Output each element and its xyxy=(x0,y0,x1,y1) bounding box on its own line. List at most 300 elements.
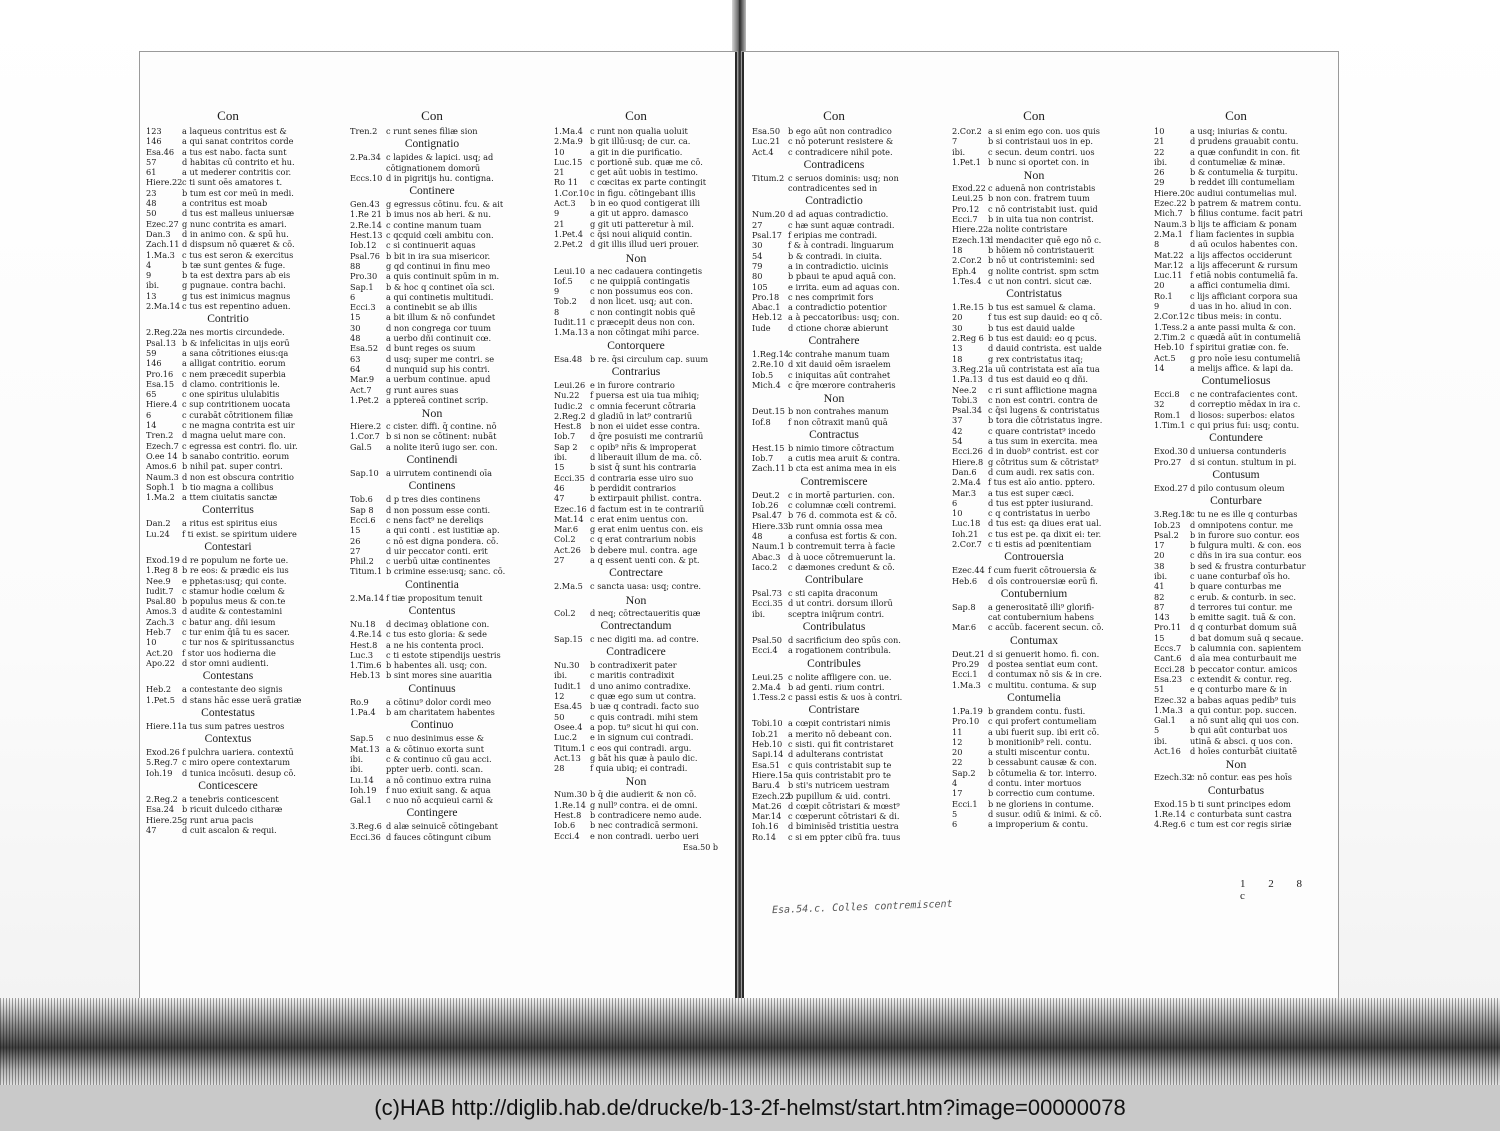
entry-text: a qui sanat contritos corde xyxy=(182,136,294,147)
verse-reference: Esa.46 xyxy=(146,146,175,157)
verse-reference: Act.26 xyxy=(554,544,581,555)
concordance-entry xyxy=(1154,695,1318,705)
verse-reference: 23 xyxy=(146,187,157,198)
entry-text: g null⁹ contra. ei de omni. xyxy=(590,799,698,810)
verse-reference: Psal.76 xyxy=(350,250,381,261)
concordance-entry xyxy=(952,669,1116,679)
concordance-entry xyxy=(146,301,310,311)
entry-text: b & contumelia & turpitu. xyxy=(1190,167,1298,178)
verse-reference: Leui.25 xyxy=(952,193,984,204)
entry-text: c q̄re mœrore contraheris xyxy=(788,379,896,390)
entry-text: c uane conturbaf oīs ho. xyxy=(1190,570,1291,581)
concordance-entry xyxy=(752,463,916,473)
entry-text: b cessabunt causæ & con. xyxy=(988,757,1097,768)
entry-text: b bit in ira sua misericor. xyxy=(386,250,491,261)
right-page xyxy=(742,52,1338,1002)
verse-reference: Ioh.19 xyxy=(146,767,173,778)
verse-reference: Sap.10 xyxy=(350,468,379,479)
concordance-entry xyxy=(1154,653,1318,663)
verse-reference: Baru.4 xyxy=(752,780,780,791)
concordance-entry xyxy=(1154,399,1318,409)
concordance-entry xyxy=(350,832,514,842)
verse-reference: Mat.13 xyxy=(350,743,380,754)
concordance-entry xyxy=(952,737,1116,747)
entry-text: b lijs te afficiam & ponam xyxy=(1190,218,1297,229)
entry-text: c lijs afficiant corpora sua xyxy=(1190,290,1298,301)
verse-reference: ibi. xyxy=(952,146,966,157)
verse-reference: 46 xyxy=(554,482,565,493)
verse-reference: Osee.4 xyxy=(554,721,583,732)
headword: Conturbatus xyxy=(1207,784,1265,797)
entry-text: b tio magna a collibus xyxy=(182,481,274,492)
concordance-entry xyxy=(752,801,916,811)
headword: Continuus xyxy=(408,682,456,695)
concordance-entry xyxy=(146,472,310,482)
verse-reference: 1.Cor.7 xyxy=(350,431,380,442)
concordance-entry xyxy=(350,525,514,535)
entry-text: d adulterans contristat xyxy=(788,749,884,760)
verse-reference: 48 xyxy=(146,198,157,209)
headword: Continendi xyxy=(406,454,458,467)
entry-text: g runt arua pacis xyxy=(182,814,254,825)
headword: Contentus xyxy=(408,604,456,617)
concordance-entry xyxy=(554,763,718,773)
verse-reference: 30 xyxy=(752,240,763,251)
entry-text: b tora die cōtristatus ingre. xyxy=(988,415,1103,426)
concordance-entry xyxy=(1154,136,1318,146)
entry-text: d à uoce cōtremuerunt la. xyxy=(788,551,896,562)
entry-text: g pugnaue. contra bachi. xyxy=(182,280,286,291)
concordance-entry xyxy=(1154,457,1318,467)
concordance-entry xyxy=(146,794,310,804)
concordance-entry xyxy=(952,323,1116,333)
concordance-entry xyxy=(554,442,718,452)
concordance-entry xyxy=(952,622,1116,632)
verse-reference: Cant.6 xyxy=(1154,653,1182,664)
concordance-entry xyxy=(146,239,310,249)
headword: Non xyxy=(421,406,443,421)
verse-reference: 21 xyxy=(554,218,565,229)
concordance-entry xyxy=(146,482,310,492)
entry-text: b sanabo contritio. eorum xyxy=(182,450,290,461)
entry-text: c columnæ cœli contremi. xyxy=(788,500,897,511)
verse-reference: Lu.14 xyxy=(350,774,374,785)
headword: Non xyxy=(625,250,647,265)
concordance-entry xyxy=(752,380,916,390)
concordance-entry xyxy=(752,760,916,770)
entry-text: b tus est dauid: eo q pcus. xyxy=(988,333,1097,344)
verse-reference: Ezech.32 xyxy=(1154,772,1193,783)
concordance-entry xyxy=(952,266,1116,276)
concordance-entry xyxy=(1154,581,1318,591)
entry-text: f liam facientes in supbia xyxy=(1190,228,1295,239)
verse-reference: Gen.43 xyxy=(350,199,380,210)
entry-text: e irrita. eum ad aquas con. xyxy=(788,281,900,292)
entry-text: d in animo con. & spū hu. xyxy=(182,228,289,239)
verse-reference: Esa.48 xyxy=(554,353,583,364)
concordance-entry xyxy=(146,684,310,694)
concordance-entry xyxy=(146,747,310,757)
verse-reference: Naum.3 xyxy=(146,471,179,482)
entry-text: c ne quippiā contingatis xyxy=(590,275,690,286)
concordance-entry xyxy=(350,515,514,525)
concordance-entry xyxy=(1154,342,1318,352)
verse-reference: 105 xyxy=(752,281,768,292)
verse-reference: 10 xyxy=(554,146,565,157)
entry-text: c eos qui contradi. argu. xyxy=(590,742,692,753)
concordance-entry xyxy=(350,209,514,219)
entry-text: e q conturbo mare & in xyxy=(1190,684,1288,695)
concordance-entry xyxy=(350,385,514,395)
entry-text: b nunc si oportet con. in xyxy=(988,156,1090,167)
entry-text: c q contristatus in uerbo xyxy=(988,508,1091,519)
verse-reference: Pro.18 xyxy=(752,291,780,302)
verse-reference: Mar.9 xyxy=(350,374,375,385)
entry-text: d dispsum nō quæret & cō. xyxy=(182,239,295,250)
verse-reference: 2.Ma.14 xyxy=(350,592,385,603)
entry-text: b in furore suo contur. eos xyxy=(1190,529,1300,540)
verse-reference: 1.Pet.2 xyxy=(350,394,379,405)
verse-reference: Soph.1 xyxy=(146,481,175,492)
entry-text: d re populum ne forte ue. xyxy=(182,554,289,565)
verse-reference: 2.Tim.2 xyxy=(1154,331,1186,342)
concordance-entry xyxy=(554,167,718,177)
concordance-entry xyxy=(146,410,310,420)
verse-reference: 20 xyxy=(1154,550,1165,561)
concordance-entry xyxy=(554,390,718,400)
entry-text: b perdidit contrarios xyxy=(590,482,676,493)
concordance-entry xyxy=(146,565,310,575)
entry-text: b in eo quod contigerat illi xyxy=(590,198,700,209)
verse-reference: 88 xyxy=(350,260,361,271)
verse-reference: Iob.6 xyxy=(554,820,576,831)
entry-text: a non cōtingat mihi parce. xyxy=(590,327,700,338)
verse-reference: Hiere.11 xyxy=(146,720,183,731)
headword: Non xyxy=(1023,168,1045,183)
verse-reference: 38 xyxy=(1154,560,1165,571)
headword: Contractus xyxy=(809,428,859,441)
verse-reference: Ecci.4 xyxy=(554,830,580,841)
running-head: Con xyxy=(217,108,239,123)
entry-text: c nens fact⁹ ne dereliqs xyxy=(386,514,484,525)
entry-text: d magna uelut mare con. xyxy=(182,430,286,441)
verse-reference: 4.Re.14 xyxy=(350,629,382,640)
concordance-entry xyxy=(1154,772,1318,782)
verse-reference: Sap 2 xyxy=(554,441,578,452)
concordance-entry xyxy=(146,627,310,637)
concordance-entry xyxy=(952,235,1116,245)
concordance-entry xyxy=(1154,147,1318,157)
concordance-entry xyxy=(350,152,514,162)
entry-text: b cōtumelia & tor. interro. xyxy=(988,767,1097,778)
entry-text: a tus est nabo. facta sunt xyxy=(182,146,287,157)
concordance-entry xyxy=(1154,188,1318,198)
entry-text: b quare conturbas me xyxy=(1190,581,1282,592)
concordance-entry xyxy=(752,126,916,136)
entry-text: a cœpit contristari nimis xyxy=(788,718,891,729)
concordance-entry xyxy=(952,224,1116,234)
entry-text: b grandem contu. fusti. xyxy=(988,705,1086,716)
concordance-entry xyxy=(752,173,916,183)
verse-reference: Ecci.8 xyxy=(1154,389,1180,400)
verse-reference: 42 xyxy=(952,425,963,436)
concordance-entry xyxy=(350,785,514,795)
concordance-entry xyxy=(752,598,916,608)
concordance-entry xyxy=(554,286,718,296)
entry-text: c non possumus eos con. xyxy=(590,286,693,297)
concordance-entry xyxy=(752,230,916,240)
concordance-entry xyxy=(554,524,718,534)
column xyxy=(952,108,1116,830)
verse-reference: Iof.5 xyxy=(554,275,573,286)
concordance-entry xyxy=(146,658,310,668)
concordance-entry xyxy=(1154,446,1318,456)
concordance-entry xyxy=(146,695,310,705)
headword: Non xyxy=(625,592,647,607)
entry-text: g nolite contrist. spm sctm xyxy=(988,265,1099,276)
entry-text: c tibus meis: in contu. xyxy=(1190,311,1282,322)
entry-text: d ad aquas contradictio. xyxy=(788,209,889,220)
headword: Contrarius xyxy=(611,365,661,378)
concordance-entry xyxy=(554,177,718,187)
verse-reference: 17 xyxy=(952,788,963,799)
concordance-entry xyxy=(952,457,1116,467)
verse-reference: 1.Pet.1 xyxy=(952,156,981,167)
verse-reference: Iude xyxy=(752,322,771,333)
verse-reference: Sap.2 xyxy=(952,767,976,778)
headword: Contignatio xyxy=(404,138,460,151)
entry-text: d bunt reges os suum xyxy=(386,343,476,354)
verse-reference: 3.Reg.21 xyxy=(952,363,990,374)
verse-reference: 1.Ma.4 xyxy=(554,126,583,136)
entry-text: c ti sunt oēs amatores t. xyxy=(182,177,283,188)
concordance-entry xyxy=(554,681,718,691)
verse-reference: Tobi.10 xyxy=(752,718,783,729)
concordance-entry xyxy=(350,697,514,707)
concordance-entry xyxy=(554,634,718,644)
entry-text: d clamo. contritionis le. xyxy=(182,378,280,389)
verse-reference: Ecci.1 xyxy=(952,669,978,680)
verse-reference: Ezech.22 xyxy=(752,790,791,801)
entry-text: e pphetas:usq; qui conte. xyxy=(182,575,287,586)
entry-text: b contremuit terra à facie xyxy=(788,541,896,552)
verse-reference: Hest.13 xyxy=(350,230,383,241)
entry-text: e in furore contrario xyxy=(590,379,675,390)
verse-reference: 2.Pa.34 xyxy=(350,152,381,163)
verse-reference: Dan.2 xyxy=(146,518,171,529)
verse-reference: Ezec.16 xyxy=(554,503,587,514)
verse-reference: Gal.5 xyxy=(350,441,372,452)
concordance-entry xyxy=(350,442,514,452)
concordance-entry xyxy=(952,193,1116,203)
verse-reference: Heb.10 xyxy=(752,739,783,750)
headword: Contribules xyxy=(807,657,861,670)
entry-text: d non est obscura contritio xyxy=(182,471,294,482)
entry-text: c quis contristabit sup te xyxy=(788,759,892,770)
concordance-entry xyxy=(146,768,310,778)
entry-text: b ricuit dulcedo citharæ xyxy=(182,804,283,815)
verse-reference: Pro.30 xyxy=(350,271,378,282)
verse-reference: 10 xyxy=(952,508,963,519)
verse-reference: 1.Pet.5 xyxy=(146,694,175,705)
entry-text: d ut contri. dorsum illorū xyxy=(788,598,893,609)
entry-text: c aduenā non contristabis xyxy=(988,183,1096,194)
entry-text: c tus est pe. qa dixit ei: ter. xyxy=(988,528,1102,539)
concordance-entry xyxy=(350,660,514,670)
concordance-entry xyxy=(752,220,916,230)
concordance-entry xyxy=(146,430,310,440)
verse-reference: Act.7 xyxy=(350,384,372,395)
column xyxy=(554,108,718,853)
concordance-entry xyxy=(752,406,916,416)
entry-text: d non possum esse conti. xyxy=(386,504,491,515)
verse-reference: 2.Cor.2 xyxy=(952,255,982,266)
concordance-entry xyxy=(146,338,310,348)
entry-text: d susur. odiū & inimi. & cō. xyxy=(988,808,1102,819)
entry-text: f tus est sup dauid: eo q cō. xyxy=(988,312,1103,323)
copyright-footer xyxy=(0,1085,1500,1131)
entry-text: c tu ne es ille q conturbas xyxy=(1190,509,1298,520)
verse-reference: 1.Tess.2 xyxy=(1154,321,1188,332)
verse-reference: Dan.3 xyxy=(146,228,171,239)
entry-text: c conturbata sunt castra xyxy=(1190,808,1292,819)
entry-text: c nō est digna pondera. cō. xyxy=(386,535,499,546)
entry-text: c dæmones credunt & cō. xyxy=(788,561,895,572)
concordance-entry xyxy=(752,770,916,780)
entry-text: f nuo exiuit sang. & aqua xyxy=(386,784,491,795)
concordance-entry xyxy=(752,500,916,510)
concordance-entry xyxy=(752,521,916,531)
entry-text: d pilo contusum oleum xyxy=(1190,482,1285,493)
verse-reference: 143 xyxy=(1154,612,1170,623)
verse-reference: 6 xyxy=(952,497,958,508)
entry-text: c nō contristabit iust. quid xyxy=(988,203,1098,214)
verse-reference: Tob.6 xyxy=(350,494,373,505)
concordance-entry xyxy=(554,188,718,198)
entry-text: c secun. deum contri. uos xyxy=(988,146,1095,157)
verse-reference: Ecci.7 xyxy=(952,214,978,225)
concordance-entry xyxy=(1154,177,1318,187)
verse-reference: 2.Reg.22 xyxy=(146,327,184,338)
concordance-entry xyxy=(1154,363,1318,373)
entry-text: d tus est: qa diues erat ual. xyxy=(988,518,1102,529)
entry-text: a nolite iterū iugo ser. con. xyxy=(386,441,498,452)
concordance-entry xyxy=(1154,389,1318,399)
entry-text: f puersa est uia tua mihiq; xyxy=(590,390,700,401)
entry-text: c curabāt cōtritionem filiæ xyxy=(182,409,293,420)
verse-reference: Mar.3 xyxy=(952,487,977,498)
entry-text: c erat enim uentus con. xyxy=(590,513,688,524)
entry-text: d q conturbat domum suā xyxy=(1190,622,1297,633)
concordance-entry xyxy=(1154,219,1318,229)
concordance-entry xyxy=(952,508,1116,518)
entry-text: a ubi fuerit sup. ibi erit cō. xyxy=(988,726,1100,737)
entry-text: a in contradictio. uicinis xyxy=(788,260,889,271)
concordance-entry xyxy=(952,312,1116,322)
verse-reference: Ecci.3 xyxy=(350,302,376,313)
verse-reference: 22 xyxy=(952,757,963,768)
verse-reference: 15 xyxy=(350,312,361,323)
entry-text: d usq; super me contri. se xyxy=(386,353,495,364)
entry-text: a si enim ego con. uos quis xyxy=(988,126,1100,136)
concordance-entry xyxy=(752,240,916,250)
verse-reference: 2.Reg 6 xyxy=(952,333,984,344)
verse-reference: Sap.8 xyxy=(952,601,976,612)
verse-reference: 2.Re.10 xyxy=(752,359,784,370)
concordance-entry xyxy=(146,369,310,379)
headword: Contristatus xyxy=(1006,288,1062,301)
verse-reference: 15 xyxy=(1154,632,1165,643)
verse-reference: 3.Reg.18 xyxy=(1154,509,1192,520)
verse-reference: 1.Pa.13 xyxy=(952,374,983,385)
verse-reference: Zach.11 xyxy=(146,239,180,250)
verse-reference: 1.Pa.4 xyxy=(350,707,376,718)
concordance-entry xyxy=(146,177,310,187)
verse-reference: Hiere.8 xyxy=(952,456,984,467)
concordance-entry xyxy=(146,461,310,471)
verse-reference: Dan.6 xyxy=(952,466,977,477)
verse-reference: Luc.11 xyxy=(1154,270,1183,281)
entry-text: a cutis mea aruit & contra. xyxy=(788,453,901,464)
verse-reference: Act.16 xyxy=(1154,746,1181,757)
entry-text: d liberauit illum de ma. cō. xyxy=(590,452,702,463)
verse-reference: Esa.52 xyxy=(350,343,379,354)
verse-reference: 146 xyxy=(146,136,162,147)
concordance-entry xyxy=(350,619,514,629)
verse-reference: 41 xyxy=(1154,581,1165,592)
verse-reference: Ecci.35 xyxy=(752,598,783,609)
concordance-entry xyxy=(1154,612,1318,622)
entry-text: f ti exist. se spiritum uidere xyxy=(182,528,297,539)
concordance-entry xyxy=(350,775,514,785)
headword: Continens xyxy=(408,480,456,493)
verse-reference: Psal.47 xyxy=(752,510,783,521)
verse-reference: 9 xyxy=(554,208,560,219)
headword: Contorquere xyxy=(607,339,665,352)
concordance-entry xyxy=(752,672,916,682)
concordance-entry xyxy=(952,183,1116,193)
entry-text: c & continuo cū gau acci. xyxy=(386,753,492,764)
concordance-entry xyxy=(1154,167,1318,177)
verse-reference: Esa.24 xyxy=(146,804,175,815)
concordance-entry xyxy=(752,302,916,312)
verse-reference: 10 xyxy=(1154,126,1165,136)
verse-reference: Exod.30 xyxy=(1154,446,1188,457)
verse-reference: Ioh.21 xyxy=(952,528,979,539)
running-head: Con xyxy=(1225,108,1247,123)
concordance-entry xyxy=(554,126,718,136)
concordance-entry xyxy=(146,648,310,658)
entry-text: c sancta uasa: usq; contre. xyxy=(590,581,702,592)
verse-reference: Mat.26 xyxy=(752,800,782,811)
concordance-entry xyxy=(952,157,1116,167)
headword: Continentia xyxy=(405,578,459,591)
concordance-entry xyxy=(752,531,916,541)
concordance-entry xyxy=(554,732,718,742)
verse-reference: Ezec.22 xyxy=(1154,198,1187,209)
entry-text: a bit illum & nō confundet xyxy=(386,312,496,323)
verse-reference: 8 xyxy=(1154,239,1160,250)
verse-reference: Sapi.14 xyxy=(752,749,784,760)
concordance-entry xyxy=(554,157,718,167)
entry-text: b tus est samuel & clama. xyxy=(988,302,1096,313)
entry-text: b ego aūt non contradico xyxy=(788,126,892,136)
entry-text: c quare contristat⁹ incedo xyxy=(988,425,1096,436)
concordance-entry xyxy=(350,364,514,374)
verse-reference: Ecci.28 xyxy=(1154,663,1185,674)
concordance-entry xyxy=(952,809,1116,819)
verse-reference: Iaco.2 xyxy=(752,561,778,572)
